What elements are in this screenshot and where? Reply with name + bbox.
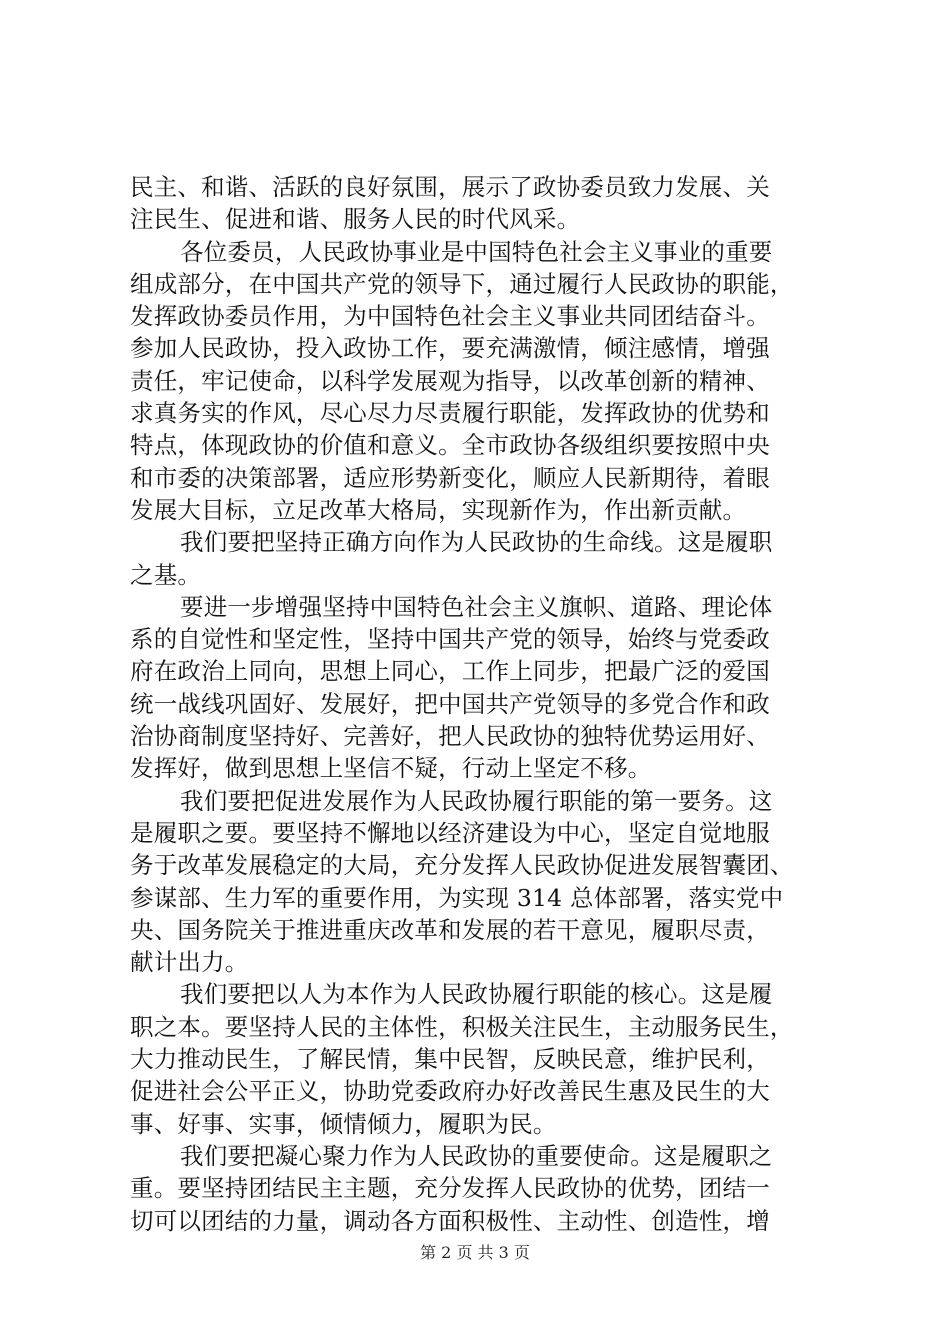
text-line: 参谋部、生力军的重要作用，为实现 314 总体部署，落实党中 (130, 883, 784, 912)
body-text (130, 171, 830, 1237)
text-line: 献计出力。 (130, 948, 249, 977)
text-line: 民主、和谐、活跃的良好氛围，展示了政协委员致力发展、关 (130, 173, 770, 201)
text-line: 府在政治上同向，思想上同心，工作上同步，把最广泛的爱国 (130, 657, 770, 686)
text-line: 系的自觉性和坚定性，坚持中国共产党的领导，始终与党委政 (130, 625, 770, 654)
text-line: 大力推动民生，了解民情，集中民智，反映民意，维护民利， (130, 1045, 770, 1074)
text-line: 促进社会公平正义，协助党委政府办好改善民生惠及民生的大 (130, 1077, 770, 1106)
text-line: 我们要把坚持正确方向作为人民政协的生命线。这是履职 (180, 528, 773, 557)
text-line: 和市委的决策部署，适应形势新变化，顺应人民新期待，着眼 (130, 463, 770, 492)
text-line: 参加人民政协，投入政协工作，要充满激情，倾注感情，增强 (130, 334, 770, 363)
text-line: 是履职之要。要坚持不懈地以经济建设为中心，坚定自觉地服 (130, 818, 770, 847)
text-line: 要进一步增强坚持中国特色社会主义旗帜、道路、理论体 (180, 592, 773, 621)
text-line: 责任，牢记使命，以科学发展观为指导，以改革创新的精神、 (130, 366, 770, 395)
text-line: 职之本。要坚持人民的主体性，积极关注民生，主动服务民生， (130, 1012, 794, 1041)
text-line: 治协商制度坚持好、完善好，把人民政协的独特优势运用好、 (130, 722, 770, 751)
text-line: 央、国务院关于推进重庆改革和发展的若干意见，履职尽责， (130, 915, 770, 944)
text-line: 务于改革发展稳定的大局，充分发挥人民政协促进发展智囊团、 (130, 851, 794, 880)
text-line: 统一战线巩固好、发展好，把中国共产党领导的多党合作和政 (130, 689, 770, 718)
text-line: 我们要把凝心聚力作为人民政协的重要使命。这是履职之 (180, 1141, 773, 1170)
text-line: 我们要把以人为本作为人民政协履行职能的核心。这是履 (180, 980, 773, 1009)
text-line: 各位委员，人民政协事业是中国特色社会主义事业的重要 (180, 237, 773, 266)
text-line: 组成部分，在中国共产党的领导下，通过履行人民政协的职能， (130, 269, 794, 298)
text-line: 特点，体现政协的价值和意义。全市政协各级组织要按照中央 (130, 431, 770, 460)
text-line: 发挥好，做到思想上坚信不疑，行动上坚定不移。 (130, 754, 652, 783)
text-line: 求真务实的作风，尽心尽力尽责履行职能，发挥政协的优势和 (130, 399, 770, 428)
page-footer: 第 2 页 共 3 页 (420, 1243, 530, 1262)
text-line: 注民生、促进和谐、服务人民的时代风采。 (130, 205, 581, 234)
text-line: 之基。 (130, 560, 202, 589)
text-line: 发挥政协委员作用，为中国特色社会主义事业共同团结奋斗。 (130, 302, 770, 331)
text-line: 重。要坚持团结民主主题，充分发挥人民政协的优势，团结一 (130, 1174, 770, 1203)
text-line: 事、好事、实事，倾情倾力，履职为民。 (130, 1109, 557, 1138)
text-line: 切可以团结的力量，调动各方面积极性、主动性、创造性，增 (130, 1206, 770, 1235)
text-line: 我们要把促进发展作为人民政协履行职能的第一要务。这 (180, 786, 773, 815)
text-line: 发展大目标，立足改革大格局，实现新作为，作出新贡献。 (130, 495, 747, 524)
